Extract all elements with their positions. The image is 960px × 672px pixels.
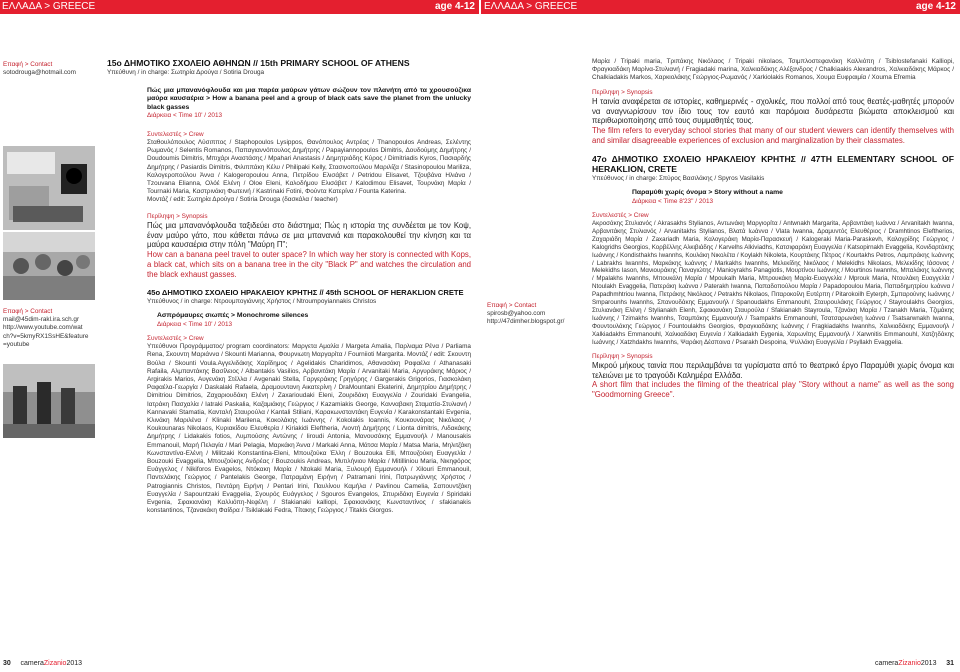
school-heading: 47ο ΔΗΜΟΤΙΚΟ ΣΧΟΛΕΙΟ ΗΡΑΚΛΕΙΟΥ ΚΡΗΤΗΣ // 47TH ELEMENTARY SCHOOL OF HERAKLION, CRETE xyxy=(592,153,954,175)
synopsis-label: Περίληψη > Synopsis xyxy=(592,88,653,96)
crew-list: Υπεύθυνοι Προγράμματος/ program coordinators: Μαργετα Αμαλία / Margeta Amalia, Παρλιαμα Ρένα / Parliama Rena, Σκουντη Μαριάννα / Skounti Marianna, Φουρνιωτη Μαργαρίτα / Fourniioti Margarita. Μοντάζ / edit: Σκουντη Βούλα / Skounti Voula.Αγγελιδάκης Χαρίδημος / Agelidakis Charidimos, Αθανασάκη Ραφαέλα / Athanasaki Rafaila, Αλμπαντάκης Βασίλειος / Albantakis Vasilios, Αρβανιτάκη Μαρία / Arvanitaki Maria, Αργυράκης Μάριος / Argirakis Marios, Αυγενάκη Στέλλα / Avgenaki Stella, Γαργεράκης Γρηγόρης / Gargerakis Grigorios, Γιασκολάκη Ραφαέλα-Γεωργία / Daskalaki Rafaela, Δραμουντανη Αικατερίνη / DraMountani Ekaterini, Δημητρίου Δημήτρης / Dimitriou Dimitrios, Ζαχαριουδάκη Ελένη / Zaxarioudaki Eleni, Ζουριδάκη Ευαγγελία / Zouridaki Evangelia, Ιατράκη Πασχαλία / Iatraki Paskalia, Καζαμιάκης Γεώργιος / Kazamiakis George, Κανναβακη Σταματία-Στυλιανή / Kannavaki Stamatia, Κανταλή Σταυρούλα / Kantali Stiliani, Καρακωνσταντάκη Ευγενία / Karakonstantaki Evgenia, Κλινάκη Μαριλένα / Klinaki Marilena, Κοκολάκης Ιωάννης / Kokolakis Ioannis, Κουκουνάρας Νικόλαος / Koukounaras Nikolaos, Κυριακίδου Ελευθερία / Kiriakidi Eleftheria, Λιοντή Δημήτρης / Lionta dimitris, Λιδακάκης Δημήτρης / Lidakakis fotios, Λυμπούσης Αντώνης / Iiroudi Antonia, Μανουσάκης Εμμανουήλ / Manousakis Emmanouil, Μαρή Πελαγία / Mari Pelagia, Μαρκάκη Άννα / Markaki Anna, Μάτσα Μαρία / Matsa Maria, Μηλιτζάκη Κωνσταντίνα-Ελένη / Militzaki Konstantina-Eleni, Μπουζούκα Έλλη / Bouzouka Elli, Μπουζούκη Ευαγγελία / Bouzouki Evaggelia, Μπουζούκης Ανδρέας / Bouzoukis Andreas, Μυτιλήνιου Μαρία / Mitilliniou Maria, Νικηφόρος Ευάγγελος / Nikiforos Evagelos, Ντόκακη Μαρία / Ntokaki Maria, Ξυλουρή Εμμανουήλ / Xilouri Emmanouil, Παντελάκης Γεώργιος / Pantelakis George, Πατραμάνη Ειρήνη / Patramani Irini, Πατρωγιάννης Χρήστος / Patrogiannis Christos, Πεντάρη Ειρήνη / Pentari Irini, Παυλίνου Καμήλα / Pavlinou Camelia, Σαπουντζάκη Ευαγγελία / Sapountzaki Evaggelia, Σγουρός Ευάγγελος / Sgouros Evangelos, Σπυριδάκη Ευγενία / Spiridaki Evgenia, Σφακιανάκη Καλλιόπη-Νεφέλη / Sfakianaki kalliopi, Σφακιανάκης Κωνσταντίνος / sfakianakis konstantinos, Τζανακάκη Φαίδρα / Tsiklakaki Fedra, Τίτακης Γεώργιος / Titakis Giorgos. xyxy=(147,343,471,515)
teacher-line: Υπεύθυνος / in charge: Σπύρος Βασιλάκης / Spyros Vasilakis xyxy=(592,174,765,182)
country-band-right xyxy=(481,0,960,14)
photo-graphic xyxy=(3,146,95,230)
synopsis-english: The film refers to everyday school stories that many of our student viewers can identify themselves with and similar disagreeable experiences of exclusion and marginalization by their classmates. xyxy=(592,126,954,145)
film-title: Ασπρόμαυρες σιωπές > Monochrome silences xyxy=(157,312,309,320)
contact-line[interactable]: http://www.youtube.com/wat xyxy=(3,324,83,332)
article-left xyxy=(107,58,471,515)
footer-left xyxy=(3,660,82,667)
country-label: ΕΛΛΑΔΑ > GREECE xyxy=(484,1,578,12)
page-number: 31 xyxy=(946,660,954,667)
crew-list: Σταθουλόπουλος Λύσιππος / Staphopoulos Lysippos, Θανόπουλος Αντρέας / Thanopoulos Andreas, Σελέντης Ρωμανός / Selentis Romanos, Παπαγιαννόπουλος Δημήτρης / Papayiannopoulos Dimitris, Δουδούμης Δημήτρης / Doudoumis Dimitris, Μπιχάρι Αναστάσης / Mpahari Anastasis / Δημητριάδης Κύρος / Dimitriadis Kyros, Πασιαρδής Δημήτρης / Pasiardis Dimitris, Φιλιππάκη Κέλυ / Philipaki Kelly, Στασινοπούλου Μαριλίζα / Stasinopoulou Mariliza, Καλογεροπούλου Άννα / Kalogeropoulou Anna, Πετρίδου Ελισάβετ / Petridou Elisavet, Τζουβάνα Ηλιάνα / Tzouvana Elianna, Ολόέ Ελένη / Oloe Eleni, Καλοδήμου Ελισάβετ / Kalodimou Elisavet, Τουρνάκη Μαρία / Tournaki Maria, Καστρινάκη Φωτεινή / Kastrinaki Fotini, Φούντα Κατερίνα / Founta Katerina. xyxy=(147,138,471,196)
school-heading: 15ο ΔΗΜΟΤΙΚΟ ΣΧΟΛΕΙΟ ΑΘΗΝΩΝ // 15th PRIMARY SCHOOL OF ATHENS xyxy=(107,58,410,68)
crew-list-continued: Μαρία / Tripaki maria, Τριπάκης Νικόλαος / Tripaki nikolaos, Τσιμπλοστεφανάκη Καλλιόπη / Tsiblostefanaki Kalliopi, Φραγκιαδάκη Μαρίνα-Στυλιανή / Fragiadaki marina, Χαλκιαδάκης Αλέξανδρος / Chalkiaakis Alexandros, Χαλκιαδάκης Μάρκος / Chalkiadakis Markos, Χαρκιολάκης Γεώργιος-Ρωμανός / Xarkiolakis Romanos, Χουμα Ευφραιμία / Xouma Efremia xyxy=(592,58,954,82)
contact-label: Επαφή > Contact xyxy=(3,61,53,68)
film-title: Παραμύθι χωρίς όνομα > Story without a name xyxy=(632,189,783,196)
crew-list: Ακροσάκης Στυλιανός / Akrasakhs Stylianos, Αντωνάκη Μαργιορίτα / Antwnakh Margarita, Αρβανιτάκη Ιωάννα / Arvanitakh Iwanna, Αρβανιτάκης Στυλιανός / Arvanitakhs Stylianos, Βλατά Ιωάννα / Vlata Iwanna, Δραμυντός Ελευθέριος / Dramhtinos Eleftherios, Ζαχαριάδη Μαρία / Zaxariadh Maria, Καλογεράκη Μαρία-Παρασκευή / Kalogeraki Maria-Paraskevh, Καλογρίδης Γεώργιος / Kalogridhs Georgios, Κορβέλλης Αλκιβιάδης / Karvelhs Alkiviadhs, Κατσιφαράκη Ευαγγελία / Katsopirnakh Evaggelia, Κονιδαρτάκης Ιωάννης / Kondisthakhs Iwannhs, Κουλάκη Νικολέτα / Koylakh Nikoleta, Κουρτάκης Πέτρος / Kourtakhs Petros, Λαμπράκης Ιωάννης / Labrakhs Iwannhs, Μαρκάκης Ιωάννης / Markakhs Iwannhs, Μελεκίδης Νικόλαος / Melekidhs Nikolaos, Μελεκίδης Ιάσονας / Melekidhs Iason, Μανιουράκης Παναγιώτης / Manioyrakhs Panagiotis, Μουρτίνου Ιωάννης / Mourtinos Iwannhs, Μπαλάκης Ιωάννης / Mpalakhs Iwannhs, Μπουκάλη Μαρία / Mpoukalh Maria, Μπρουκάκη Μαρία-Ευαγγελία / Mprouk Maria, Ντουλάκη Ευαγγελία / Ntoulakh Evaggelia, Πατεράκη Ιωάννα / Paterakh Iwanna, Παπαδοπούλου Μαρία / Papadopoulou Maria, Παπαδημητρίου Ιωάννα / Papadhmhtriou Iwanna, Πετράκης Νικόλαος / Petrakhs Nikolaos, Πιταροκοίλη Ευτέρπη / Pitarokoilh Eyterph, Σμπαρούνης Ιωάννης / Smparounhs Iwannhs, Σπανουδάκης Εμμανουήλ / Spanoudakhs Emmanouhl, Σταυρουλάκης Γεώργιος / Stayroulakhs Georgios, Στυλιανάκη Ελένη / Stylianakh Elenh, Σφακιανάκη Σταυρούλα / Sfakianakh Stayroula, Τζανάκη Μαρία / Tzanakh Maria, Τζιμάκης Ιωάννης / Tzimakhs Iwannhs, Τσαμπάκης Εμμανουήλ / Tsampakhs Emmanouhl, Τσατσαρωνάκη Ιωάννα / Tsatsarwnakh Iwanna, Φουντουλάκης Γεώργιος / Fountoulakhs Georgios, Φραγκιαδάκης Ιωάννης / Fragkiadakhs Iwannhs, Χαλκιαδάκης Εμμανουήλ / Xalkiadakhs Emmanouhl, Χαλκιαδάκη Ευγενία / Xalkiadakh Eygenia, Χαρωνίτης Εμμανουήλ / Xarwnitis Emmanouhl, Χατζηδάκης Ιωάννης / Xatzhdakhs Iwannhs, Ψαράκη Δέσποινα / Psarakh Despoina, Ψυλλάκη Ευαγγελία / Psyllakh Evaggelia. xyxy=(592,220,954,346)
contact-block xyxy=(3,61,99,77)
magazine-name: cameraZizanio2013 xyxy=(874,660,937,667)
synopsis-english: A short film that includes the filming of the theatrical play "Story without a name" as well as the song "Goodmorning Greece". xyxy=(592,380,954,400)
crew-label: Συντελεστές > Crew xyxy=(147,130,204,138)
magazine-name: cameraZizanio2013 xyxy=(20,660,83,667)
page-gutter xyxy=(479,0,481,672)
film-duration: Διάρκεια < Time 8'23'' / 2013 xyxy=(632,197,714,205)
contact-block xyxy=(3,308,99,349)
film-duration: Διάρκεια < Time 10' / 2013 xyxy=(147,112,223,120)
footer-right xyxy=(875,660,954,667)
age-label: age 4-12 xyxy=(915,1,956,12)
contact-line[interactable]: =youtube xyxy=(3,340,30,348)
teacher-line: Υπεύθυνη / in charge: Σωτηρία Δρούγα / Sotiria Drouga xyxy=(107,68,265,76)
contact-email[interactable]: sotodrouga@hotmail.com xyxy=(3,69,76,77)
synopsis-greek: Πώς μια μπανανόφλουδα ταξιδεύει στο διάστημα; Πώς η ιστορία της συνδέεται με τον Κοψ, έναν μαύρο γάτο, που κάθεται πάνω σε μια μπανανιά και παρακολουθεί την κίνηση και τα μαύρα καυσαέρια στην πόλη "Μαύρη Π"; xyxy=(147,220,471,250)
article-right xyxy=(592,58,954,400)
contact-line[interactable]: ch?v=5kmyRX1SsHE&feature xyxy=(3,332,89,340)
crew-label: Συντελεστές > Crew xyxy=(592,211,649,219)
school-photo-classroom xyxy=(3,232,95,300)
contact-url[interactable]: http://47dimher.blogspot.gr/ xyxy=(487,318,565,326)
synopsis-greek: Η ταινία αναφέρεται σε ιστορίες, καθημερινές - σχολικές, που πολλοί από τους θεατές-μαθητές μπορούν να αναγνωρίσουν τον ίδιο τους τον εαυτό και παρόμοια δυσάρεστα βιώματα αποκλεισμού και περιθωριοποίησης από τους συμμαθητές τους. xyxy=(592,96,954,126)
teacher-line: Υπεύθυνος / in charge: Ντρουμπογιάννης Χρήστος / Ntroumpoyiannakis Christos xyxy=(147,298,377,305)
synopsis-english: How can a banana peel travel to outer space? In which way her story is connected with Kops, a black cat, which sits on a banana tree in the city "Black P" and watches the circulation and the black exhaust gasses. xyxy=(147,250,471,279)
school-photo-graffiti xyxy=(3,146,95,230)
contact-email[interactable]: spirosb@yahoo.com xyxy=(487,310,546,318)
contact-label: Επαφή > Contact xyxy=(3,308,53,315)
crew-label: Συντελεστές > Crew xyxy=(147,335,204,342)
edit-line: Μοντάζ / edit: Σωτηρία Δρούγα / Sotiria Drouga (δασκάλα / teacher) xyxy=(147,196,338,204)
photo-graphic xyxy=(3,232,95,300)
page-number: 30 xyxy=(3,660,11,667)
country-band-left xyxy=(0,0,479,14)
photo-graphic xyxy=(3,364,95,438)
synopsis-label: Περίληψη > Synopsis xyxy=(147,212,208,220)
synopsis-label: Περίληψη > Synopsis xyxy=(592,352,653,360)
school-photo-children xyxy=(3,364,95,438)
country-label: ΕΛΛΑΔΑ > GREECE xyxy=(2,1,96,12)
film-title: Πώς μια μπανανόφλουδα και μια παρέα μαύρων γάτων σώζουν τον πλανήτη από τα χρουσούζικα μαύρα καυσαέρια > How a banana peel and a group of black cats save the planet from the unlucky black gasses xyxy=(147,86,471,111)
contact-block xyxy=(487,302,589,327)
contact-label: Επαφή > Contact xyxy=(487,302,537,309)
synopsis-greek: Μικρού μήκους ταινία που περιλαμβάνει τα γυρίσματα από το θεατρικό έργο Παραμύθι χωρίς όνομα και τελειώνει με το τραγούδι Καλημέρα Ελλάδα. xyxy=(592,360,954,380)
contact-line[interactable]: mail@45dim-rakl.ira.sch.gr xyxy=(3,316,80,324)
age-label: age 4-12 xyxy=(434,1,475,12)
film-duration: Διάρκεια < Time 10' / 2013 xyxy=(157,320,233,328)
school-heading: 45ο ΔΗΜΟΤΙΚΟ ΣΧΟΛΕΙΟ ΗΡΑΚΛΕΙΟΥ ΚΡΗΤΗΣ // 45th SCHOOL OF HERAKLION CRETE xyxy=(147,287,464,297)
